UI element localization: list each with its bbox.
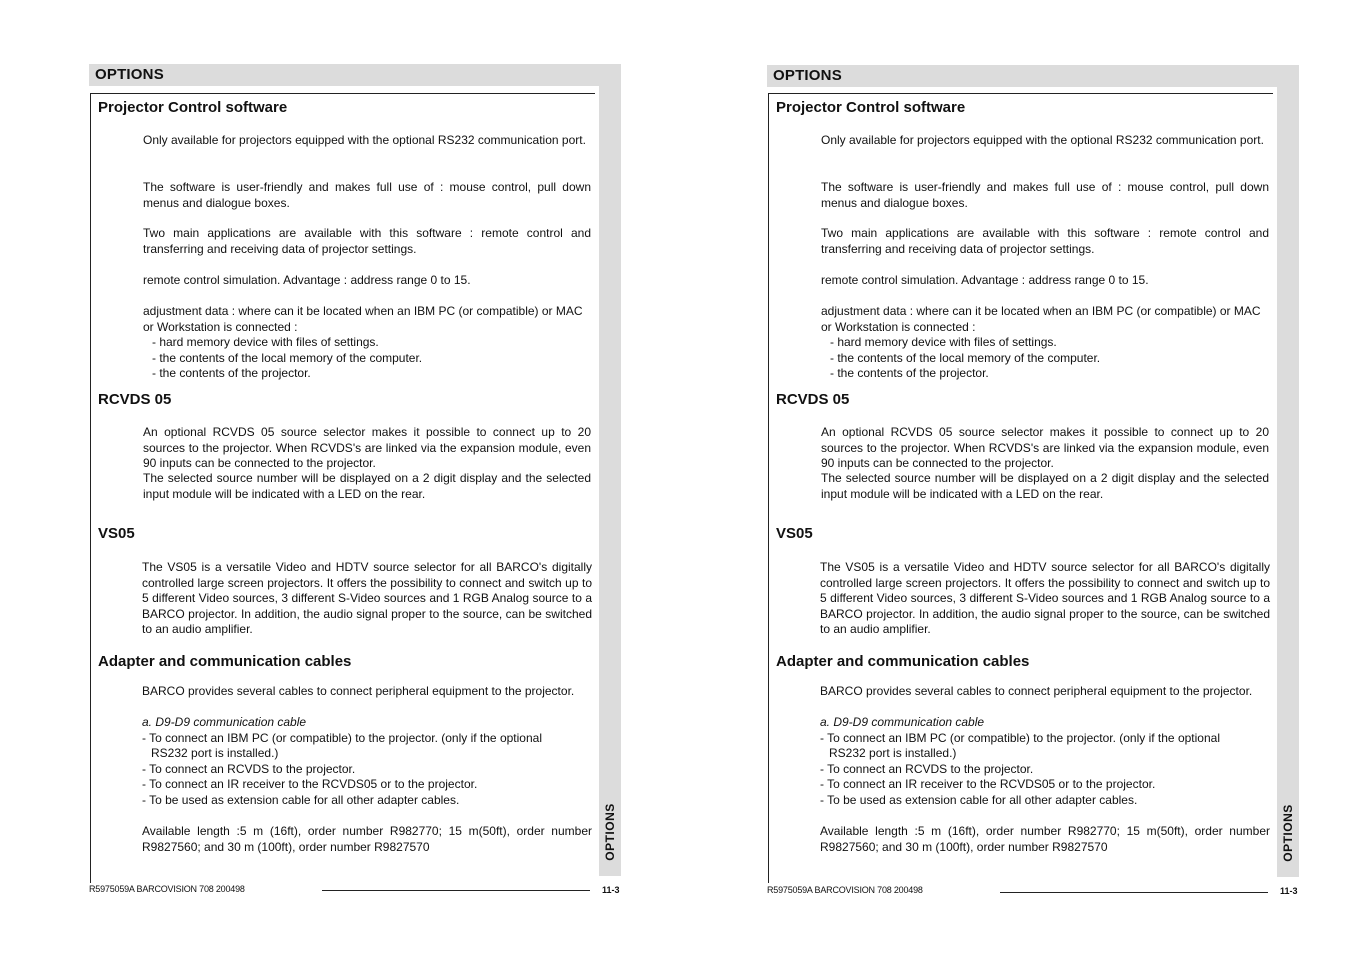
paragraph: Available length :5 m (16ft), order number R982770; 15 m(50ft), order number R9827560; and 30 m (100ft), order number R9827570	[142, 824, 592, 854]
cable-subhead: a. D9-D9 communication cable	[820, 715, 985, 729]
list-item: - the contents of the local memory of the computer.	[830, 350, 1101, 365]
list-item: - To connect an RCVDS to the projector.	[142, 761, 356, 776]
list-item: - To be used as extension cable for all other adapter cables.	[142, 792, 460, 807]
section-title-cables: Adapter and communication cables	[98, 653, 352, 670]
paragraph: Only available for projectors equipped with the optional RS232 communication port.	[821, 133, 1264, 147]
section-title-projector-control: Projector Control software	[98, 99, 288, 116]
list-item: - To connect an RCVDS to the projector.	[820, 761, 1034, 776]
paragraph: BARCO provides several cables to connect peripheral equipment to the projector.	[142, 684, 575, 698]
side-tab	[599, 64, 621, 876]
section-title-rcvds: RCVDS 05	[776, 391, 850, 408]
header-title: OPTIONS	[95, 66, 164, 83]
section-title-vs05: VS05	[98, 525, 135, 542]
list-item: RS232 port is installed.)	[151, 746, 279, 760]
list-item: - hard memory device with files of settings.	[152, 335, 379, 349]
paragraph: The software is user-friendly and makes full use of : mouse control, pull down menus and dialogue boxes.	[143, 180, 591, 210]
list-item: RS232 port is installed.)	[829, 746, 957, 760]
list-item: - To connect an IR receiver to the RCVDS05 or to the projector.	[142, 777, 478, 791]
list-item: - the contents of the projector.	[830, 366, 989, 380]
list-line: adjustment data : where can it be located when an IBM PC (or compatible) or MAC	[143, 304, 583, 318]
paragraph: BARCO provides several cables to connect peripheral equipment to the projector.	[820, 684, 1253, 698]
list-item: - the contents of the local memory of the computer.	[152, 350, 423, 365]
paragraph: Only available for projectors equipped with the optional RS232 communication port.	[143, 133, 586, 147]
section-title-cables: Adapter and communication cables	[776, 653, 1030, 670]
paragraph: remote control simulation. Advantage : address range 0 to 15.	[821, 273, 1149, 287]
footer-document-code: R5975059A BARCOVISION 708 200498	[767, 885, 923, 895]
page-content	[89, 0, 599, 954]
paragraph: Available length :5 m (16ft), order number R982770; 15 m(50ft), order number R9827560; and 30 m (100ft), order number R9827570	[820, 824, 1270, 854]
footer-page-number: 11-3	[1280, 886, 1298, 896]
paragraph: The selected source number will be displayed on a 2 digit display and the selected input module will be indicated with a LED on the rear.	[143, 471, 591, 501]
list-line: or Workstation is connected :	[821, 319, 976, 334]
paragraph: An optional RCVDS 05 source selector makes it possible to connect up to 20 sources to the projector. When RCVDS's are linked via the expansion module, even 90 inputs can be connected to the projector.	[821, 425, 1269, 470]
footer-rule	[1000, 892, 1268, 893]
side-tab-label: OPTIONS	[1281, 804, 1295, 862]
cable-list	[820, 715, 1270, 808]
paragraph: The software is user-friendly and makes full use of : mouse control, pull down menus and dialogue boxes.	[821, 180, 1269, 210]
paragraph: The selected source number will be displayed on a 2 digit display and the selected input module will be indicated with a LED on the rear.	[821, 471, 1269, 501]
section-title-projector-control: Projector Control software	[776, 99, 966, 116]
list-item: - the contents of the projector.	[152, 366, 311, 380]
list-item: - To connect an IBM PC (or compatible) to the projector. (only if the optional	[142, 730, 542, 745]
adjustment-list	[821, 304, 1269, 382]
list-line: adjustment data : where can it be located when an IBM PC (or compatible) or MAC	[821, 304, 1261, 318]
cable-list	[142, 715, 592, 808]
header-title: OPTIONS	[773, 67, 842, 84]
list-item: - To connect an IR receiver to the RCVDS05 or to the projector.	[820, 777, 1156, 791]
footer-document-code: R5975059A BARCOVISION 708 200498	[89, 884, 245, 894]
list-item: - hard memory device with files of settings.	[830, 335, 1057, 349]
paragraph: remote control simulation. Advantage : address range 0 to 15.	[143, 273, 471, 287]
paragraph: The VS05 is a versatile Video and HDTV source selector for all BARCO's digitally controlled large screen projectors. It offers the possibility to connect and switch up to 5 different Video sources, 3 different S-Video sources and 1 RGB Analog source to a BARCO projector. In addition, the audio signal proper to the source, can be switched to an audio amplifier.	[820, 560, 1270, 636]
footer-rule	[322, 890, 590, 891]
adjustment-list	[143, 304, 591, 382]
list-line: or Workstation is connected :	[143, 319, 298, 334]
list-item: - To be used as extension cable for all other adapter cables.	[820, 792, 1138, 807]
list-item: - To connect an IBM PC (or compatible) to the projector. (only if the optional	[820, 730, 1220, 745]
paragraph: Two main applications are available with this software : remote control and transferring and receiving data of projector settings.	[821, 226, 1269, 256]
footer-page-number: 11-3	[602, 885, 620, 895]
paragraph: Two main applications are available with this software : remote control and transferring and receiving data of projector settings.	[143, 226, 591, 256]
paragraph: An optional RCVDS 05 source selector makes it possible to connect up to 20 sources to the projector. When RCVDS's are linked via the expansion module, even 90 inputs can be connected to the projector.	[143, 425, 591, 470]
document-page-right	[767, 0, 1327, 954]
side-tab	[1277, 65, 1299, 877]
section-title-rcvds: RCVDS 05	[98, 391, 172, 408]
cable-subhead: a. D9-D9 communication cable	[142, 715, 307, 729]
section-title-vs05: VS05	[776, 525, 813, 542]
side-tab-label: OPTIONS	[603, 803, 617, 861]
page-content	[767, 0, 1277, 954]
document-page-left	[89, 0, 649, 954]
paragraph: The VS05 is a versatile Video and HDTV source selector for all BARCO's digitally controlled large screen projectors. It offers the possibility to connect and switch up to 5 different Video sources, 3 different S-Video sources and 1 RGB Analog source to a BARCO projector. In addition, the audio signal proper to the source, can be switched to an audio amplifier.	[142, 560, 592, 636]
